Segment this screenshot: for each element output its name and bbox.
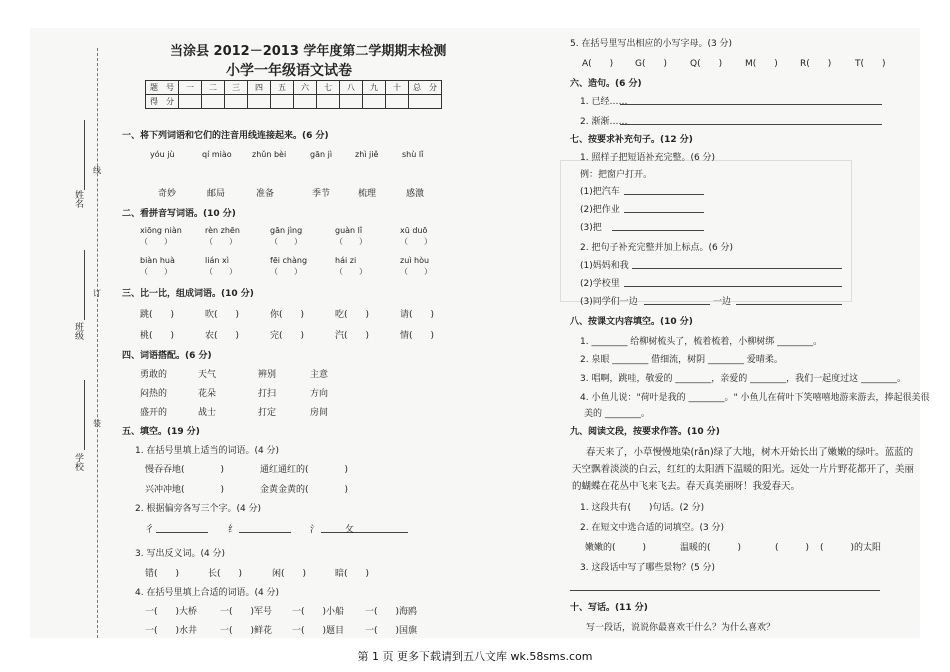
binding-line	[97, 48, 98, 638]
q2-answer[interactable]: （ ）	[205, 237, 237, 246]
q7-answer-line[interactable]	[736, 304, 842, 305]
q1-pinyin: shù lǐ	[402, 150, 424, 159]
q7-item: (2)把作业	[580, 205, 620, 215]
measure-word[interactable]: 一( )大桥	[145, 607, 198, 617]
q7-answer-line[interactable]	[624, 212, 704, 213]
q3-item[interactable]: 跳( )	[140, 310, 175, 320]
q5-fill[interactable]: 金黄金黄的( )	[260, 485, 349, 495]
score-input[interactable]	[294, 95, 317, 109]
score-cell: 得 分	[146, 95, 179, 109]
score-cell: 一	[179, 81, 202, 95]
q4-word: 战士	[198, 408, 217, 418]
radical-line[interactable]	[156, 532, 208, 533]
radical-line[interactable]	[239, 532, 291, 533]
q6-answer-line[interactable]	[620, 124, 882, 125]
score-header-row	[146, 81, 442, 95]
q5-5-title: 5. 在括号里写出相应的小写字母。(3 分)	[570, 39, 733, 49]
score-cell: 十	[386, 81, 409, 95]
q7-part1: 1. 照样子把短语补充完整。(6 分)	[580, 153, 716, 163]
radical: 氵	[310, 525, 320, 535]
q2-answer[interactable]: （ ）	[270, 237, 302, 246]
q8-line[interactable]: 4. 小鱼儿说："荷叶是我的 ________。" 小鱼儿在荷叶下笑嘻嘻地游来游去，捧起很美很	[580, 393, 930, 403]
q1-word: 邮局	[207, 189, 226, 199]
q9-fill[interactable]: 温暖的( )	[680, 543, 742, 553]
q2-pinyin: xū duō	[400, 226, 428, 235]
q9-question: 3. 这段话中写了哪些景物？(5 分)	[580, 563, 716, 573]
antonym[interactable]: 错( )	[145, 569, 180, 579]
q4-word: 主意	[310, 370, 329, 380]
school-line	[84, 380, 86, 450]
q2-pinyin: gān jìng	[270, 226, 303, 235]
antonym[interactable]: 闲( )	[272, 569, 307, 579]
q5-fill[interactable]: 慢吞吞地( )	[145, 465, 225, 475]
q2-answer[interactable]: （ ）	[270, 267, 302, 276]
q3-item[interactable]: 汽( )	[335, 331, 370, 341]
side-mark-zhuang: 装	[93, 419, 101, 428]
q2-answer[interactable]: （ ）	[335, 237, 367, 246]
score-cell: 九	[363, 81, 386, 95]
name-line	[84, 120, 86, 190]
q2-pinyin: fēi chàng	[270, 256, 308, 265]
q5-part4: 4. 在括号里填上合适的词语。(4 分)	[135, 588, 280, 598]
q3-item[interactable]: 情( )	[400, 331, 435, 341]
radical: 攵	[345, 525, 355, 535]
q8-line[interactable]: 美的 ________。	[584, 409, 650, 419]
q3-item[interactable]: 桃( )	[140, 331, 175, 341]
q3-item[interactable]: 吃( )	[335, 310, 370, 320]
q7-answer-line[interactable]	[612, 230, 704, 231]
q4-word: 天气	[198, 370, 217, 380]
q2-pinyin: rèn zhēn	[205, 226, 240, 235]
q5-part2: 2. 根据偏旁各写三个字。(4 分)	[135, 504, 262, 514]
score-cell: 总 分	[409, 81, 442, 95]
q2-answer[interactable]: （ ）	[400, 237, 432, 246]
q2-answer[interactable]: （ ）	[205, 267, 237, 276]
letter-item[interactable]: G( )	[635, 59, 667, 69]
measure-word[interactable]: 一( )海鸥	[365, 607, 418, 617]
q10-title: 十、写话。(11 分)	[570, 603, 648, 613]
q9-title: 九、阅读文段，按要求作答。(10 分)	[570, 427, 720, 437]
q9-answer-line[interactable]	[570, 590, 880, 591]
q3-item[interactable]: 你( )	[270, 310, 305, 320]
score-cell: 八	[340, 81, 363, 95]
q4-word: 花朵	[198, 389, 217, 399]
q6-line2: 2. 渐渐……	[580, 117, 628, 127]
q3-item[interactable]: 农( )	[205, 331, 240, 341]
q1-pinyin: zhǔn bèi	[252, 150, 287, 159]
q2-pinyin: xiōng niàn	[140, 226, 182, 235]
score-table	[145, 80, 442, 109]
letter-item[interactable]: M( )	[745, 59, 778, 69]
q2-pinyin: guàn lǐ	[335, 226, 363, 235]
q9-passage: 春天来了，小草慢慢地染(rǎn)绿了大地，树木开始长出了嫩嫩的绿叶。蓝蓝的	[586, 447, 914, 458]
q2-answer[interactable]: （ ）	[140, 237, 172, 246]
score-input[interactable]	[363, 95, 386, 109]
q2-title: 二、看拼音写词语。(10 分)	[122, 209, 236, 219]
score-input[interactable]	[340, 95, 363, 109]
q8-title: 八、按课文内容填空。(10 分)	[570, 317, 693, 327]
q1-pinyin: qí miào	[202, 150, 232, 159]
q7-answer-line[interactable]	[624, 286, 842, 287]
q7-title: 七、按要求补充句子。(12 分)	[570, 135, 693, 145]
q2-pinyin: hái zi	[335, 256, 357, 265]
q7-answer-line[interactable]	[624, 194, 704, 195]
measure-word[interactable]: 一( )小船	[292, 607, 345, 617]
measure-word[interactable]: 一( )题目	[292, 626, 345, 636]
score-input[interactable]	[386, 95, 409, 109]
radical: 彳	[145, 525, 155, 535]
q9-question[interactable]: 1. 这段共有( )句话。(2 分)	[580, 503, 705, 513]
q9-passage: 的蝴蝶在花丛中飞来飞去。春天真美丽呀！我爱春天。	[572, 481, 801, 492]
letter-item[interactable]: T( )	[855, 59, 886, 69]
q7-part2: 2. 把句子补充完整并加上标点。(6 分)	[580, 243, 734, 253]
q7-answer-line[interactable]	[632, 268, 842, 269]
q9-passage: 天空飘着淡淡的白云，红红的太阳洒下温暖的阳光。远处一片片野花都开了，美丽	[572, 464, 915, 475]
side-school: 学校	[73, 453, 83, 471]
q3-item[interactable]: 完( )	[270, 331, 305, 341]
q5-fill[interactable]: 兴冲冲地( )	[145, 485, 225, 495]
score-cell: 六	[294, 81, 317, 95]
side-class: 班级	[73, 322, 83, 340]
q1-word: 季节	[312, 189, 331, 199]
q7-item: (3)把	[580, 223, 602, 233]
q4-word: 闷热的	[140, 389, 168, 399]
q2-pinyin: zuì hòu	[400, 256, 430, 265]
score-input[interactable]	[225, 95, 248, 109]
q10-prompt: 写一段话，说说你最喜欢干什么？为什么喜欢？	[586, 623, 776, 633]
page-footer: 第 1 页 更多下载请到五八文库 wk.58sms.com	[357, 650, 593, 663]
q1-word: 奇妙	[158, 189, 177, 199]
q4-word: 勇敢的	[140, 370, 168, 380]
q5-fill[interactable]: 通红通红的( )	[260, 465, 349, 475]
score-input[interactable]	[271, 95, 294, 109]
measure-word[interactable]: 一( )鲜花	[220, 626, 273, 636]
q9-fill[interactable]: ( )	[775, 543, 810, 553]
q9-question: 2. 在短文中选合适的词填空。(3 分)	[580, 523, 725, 533]
q2-answer[interactable]: （ ）	[140, 267, 172, 276]
side-mark-line: 线	[93, 166, 101, 175]
q6-answer-line[interactable]	[620, 104, 882, 105]
score-value-row	[146, 95, 442, 109]
q4-word: 盛开的	[140, 408, 168, 418]
antonym[interactable]: 长( )	[208, 569, 243, 579]
q1-pinyin: zhì jiě	[355, 150, 379, 159]
q4-word: 打定	[258, 408, 277, 418]
q4-word: 方向	[310, 389, 329, 399]
q6-line1: 1. 已经……	[580, 97, 628, 107]
q1-word: 感激	[406, 189, 425, 199]
q5-title: 五、填空。(19 分)	[122, 427, 200, 437]
q2-answer[interactable]: （ ）	[335, 267, 367, 276]
q1-pinyin: yóu jù	[150, 150, 175, 159]
q3-title: 三、比一比，组成词语。(10 分)	[122, 289, 254, 299]
q6-title: 六、造句。(6 分)	[570, 79, 642, 89]
q7-item2: 一边	[713, 297, 732, 307]
letter-item[interactable]: Q( )	[690, 59, 723, 69]
q2-answer[interactable]: （ ）	[400, 267, 432, 276]
q9-fill[interactable]: ( )的太阳	[820, 543, 882, 553]
q4-title: 四、词语搭配。(6 分)	[122, 351, 212, 361]
q1-word: 准备	[256, 189, 275, 199]
exam-subtitle: 小学一年级语文试卷	[226, 63, 352, 79]
letter-item[interactable]: R( )	[800, 59, 832, 69]
score-input[interactable]	[409, 95, 442, 109]
score-cell: 四	[248, 81, 271, 95]
score-input[interactable]	[202, 95, 225, 109]
score-cell: 二	[202, 81, 225, 95]
side-mark-ding: 订	[93, 289, 101, 298]
q7-item2: (3)同学们一边	[580, 297, 638, 307]
q7-example: 例：把窗户打开。	[580, 170, 653, 180]
score-cell: 题 号	[146, 81, 179, 95]
measure-word[interactable]: 一( )国旗	[365, 626, 418, 636]
radical: 纟	[228, 525, 238, 535]
letter-item[interactable]: A( )	[582, 59, 614, 69]
q2-pinyin: lián xì	[205, 256, 229, 265]
measure-word[interactable]: 一( )军号	[220, 607, 273, 617]
antonym[interactable]: 暗( )	[335, 569, 370, 579]
q8-line[interactable]: 1. ________ 给柳树梳头了，梳着梳着，小柳树绑 ________。	[580, 337, 823, 347]
q7-answer-line[interactable]	[644, 304, 710, 305]
radical-line[interactable]	[356, 532, 408, 533]
q9-fill[interactable]: 嫩嫩的( )	[585, 543, 647, 553]
score-cell: 七	[317, 81, 340, 95]
q1-pinyin: gān jì	[310, 150, 333, 159]
q4-word: 房间	[310, 408, 329, 418]
q1-title: 一、将下列词语和它们的注音用线连接起来。(6 分)	[122, 131, 329, 141]
q7-item2: (1)妈妈和我	[580, 261, 629, 271]
q8-line[interactable]: 2. 泉眼 ________ 借细流，树阴 ________ 爱晴柔。	[580, 355, 783, 365]
q7-item2: (2)学校里	[580, 279, 620, 289]
q2-pinyin: biàn huà	[140, 256, 175, 265]
class-line	[84, 250, 86, 320]
q8-line[interactable]: 3. 唱啊，跳哇，敬爱的 ________，亲爱的 ________，我们一起度过这 ________。	[580, 374, 907, 384]
q5-part1: 1. 在括号里填上适当的词语。(4 分)	[135, 446, 280, 456]
score-input[interactable]	[179, 95, 202, 109]
q3-item[interactable]: 吹( )	[205, 310, 240, 320]
q4-word: 打扫	[258, 389, 277, 399]
score-input[interactable]	[317, 95, 340, 109]
q7-item: (1)把汽车	[580, 187, 620, 197]
measure-word[interactable]: 一( )水井	[145, 626, 198, 636]
exam-title: 当涂县 2012－2013 学年度第二学期期末检测	[170, 44, 447, 59]
q3-item[interactable]: 请( )	[400, 310, 435, 320]
q4-word: 辨别	[258, 370, 277, 380]
q1-word: 梳理	[358, 189, 377, 199]
score-cell: 五	[271, 81, 294, 95]
score-cell: 三	[225, 81, 248, 95]
q5-part3: 3. 写出反义词。(4 分)	[135, 549, 226, 559]
score-input[interactable]	[248, 95, 271, 109]
side-name: 姓名	[73, 190, 83, 208]
